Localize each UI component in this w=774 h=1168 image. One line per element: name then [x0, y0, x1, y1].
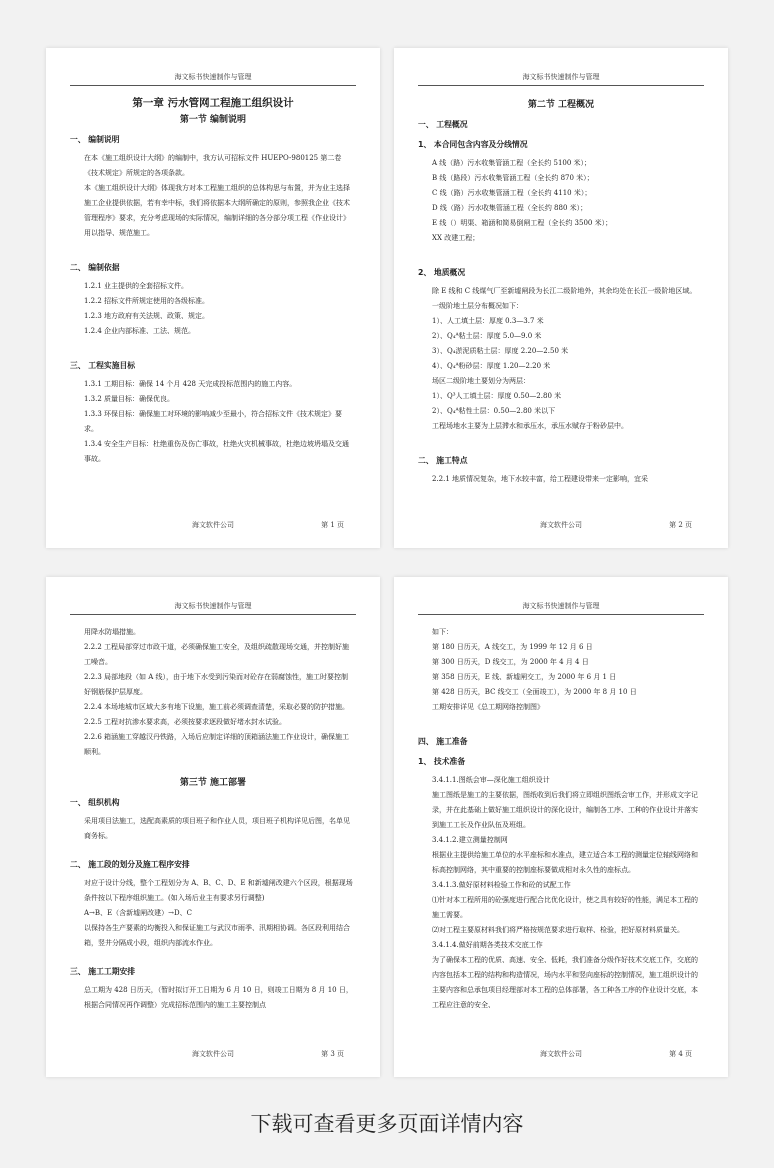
spacer: [418, 434, 704, 448]
paragraph: 1.3.4 安全生产目标：杜绝重伤及伤亡事故，杜绝火灾机械事故，杜绝边坡坍塌及交通事故。: [84, 440, 350, 463]
page-footer: [70, 520, 356, 532]
page-number: 第 4 页: [669, 1050, 692, 1058]
footer-company: 海文软件公司: [540, 521, 582, 529]
paragraph: 2.2.4 本场地城市区域大多有地下设施，施工前必须调查清楚，采取必要的防护措施。: [84, 703, 350, 711]
paragraph: 一级阶地土层分布概况如下：: [432, 302, 523, 310]
paragraph: 工期安排详见《总工期网络控制图》: [432, 703, 544, 711]
footer-company: 海文软件公司: [192, 1050, 234, 1058]
footer-company: 海文软件公司: [540, 1050, 582, 1058]
download-more-caption: 下载可查看更多页面详情内容: [250, 1112, 524, 1136]
paragraph: 第 358 日历天，E 线、新墟闸交工，为 2000 年 6 月 1 日: [432, 673, 617, 681]
paragraph: 4）、Q₄ᴬ粉砂层：厚度 1.20—2.20 米: [432, 362, 551, 370]
spacer: [418, 246, 704, 260]
paragraph: 3.4.1.3.做好原材料检验工作和砼的试配工作: [432, 881, 571, 889]
paragraph: 1.3.2 质量目标：确保优良。: [84, 395, 175, 403]
paragraph: A 线（路）污水收集管涵工程（全长约 5100 米）；: [432, 159, 592, 167]
page-body: [418, 625, 704, 1045]
paragraph: 除 E 线和 C 线煤气厂至新墟闸段为长江二级阶地外，其余均处在长江一级阶地区域。: [432, 287, 697, 295]
paragraph: 1）、人工填土层：厚度 0.3—3.7 米: [432, 317, 544, 325]
subsection-heading: 四、 施工准备: [418, 737, 468, 746]
document-page-2: [394, 48, 728, 548]
paragraph: 2.2.2 工程局部穿过市政干道，必须确保施工安全，及组织疏散现场交通，并控制好施工噪音。: [84, 643, 350, 666]
page-number: 第 2 页: [669, 521, 692, 529]
paragraph: 2.2.5 工程对抗渗水要求高，必须按要求逐段做好堵水封水试验。: [84, 718, 287, 726]
paragraph: XX 改建工程；: [432, 234, 480, 242]
subsection-heading: 三、 工程实施目标: [70, 361, 136, 370]
paragraph: 第 428 日历天，BC 线交工（全面竣工），为 2000 年 8 月 10 日: [432, 688, 637, 696]
page-header: 海文标书快速制作与管理: [418, 72, 704, 86]
paragraph: 总工期为 428 日历天，（暂时拟订开工日期为 6 月 10 日，则竣工日期为 8 月 10 日，根据合同情况再作调整）完成招标范围内的施工主要控制点: [84, 986, 353, 1009]
subsection-heading: 二、 编制依据: [70, 263, 120, 272]
paragraph: 1.3.3 环保目标：确保施工对环境的影响减少至最小，符合招标文件《技术规定》要求。: [84, 410, 343, 433]
paragraph: 3）、Q₄淤泥质粘土层：厚度 2.20—2.50 米: [432, 347, 569, 355]
paragraph: 第 180 日历天，A 线交工，为 1999 年 12 月 6 日: [432, 643, 593, 651]
page-header: 海文标书快速制作与管理: [70, 72, 356, 86]
paragraph: 3.4.1.4.做好前期各类技术交底工作: [432, 941, 543, 949]
paragraph: 1.2.1 业主提供的全套招标文件。: [84, 282, 189, 290]
spacer: [70, 844, 356, 852]
paragraph: 1.2.4 企业内部标准、工法、规范。: [84, 327, 196, 335]
page-number: 第 1 页: [321, 521, 344, 529]
paragraph: 3.4.1.1.图纸会审—深化施工组织设计: [432, 776, 550, 784]
paragraph: 2.2.6 箱涵施工穿越汉丹铁路，入场后应制定详细的顶箱涵法施工作业设计，确保施工顺利。: [84, 733, 350, 756]
paragraph: ⑵对工程主要原材料我们将严格按规范要求进行取样、检验，把好原材料质量关。: [432, 926, 684, 934]
spacer: [70, 241, 356, 255]
page-header: 海文标书快速制作与管理: [70, 601, 356, 615]
paragraph: 1.2.3 地方政府有关法规、政策、规定。: [84, 312, 210, 320]
paragraph: 本《施工组织设计大纲》体现我方对本工程施工组织的总体构思与布置，并为业主选择施工企业提供依据，若有幸中标，我们将依据本大纲所确定的原则，参照我企业《技术管理程序》要求，充分考虑现场的实际情况，编制详细的各分部分项工程《作业设计》用以指导、规范施工。: [84, 184, 350, 237]
paragraph: 2）、Q₄ᴬ粘土层：厚度 5.0—9.0 米: [432, 332, 542, 340]
document-page-4: [394, 577, 728, 1077]
subsection-heading: 二、 施工特点: [418, 456, 468, 465]
spacer: [70, 951, 356, 959]
spacer: [70, 760, 356, 774]
spacer: [70, 339, 356, 353]
paragraph: 3.4.1.2.建立测量控制网: [432, 836, 508, 844]
paragraph: 为了确保本工程的优质、高速、安全、低耗，我们准备分级作好技术交底工作，交底的内容包括本工程的结构和构造情况，场内水平和竖向座标的控制情况，施工组织设计的主要内容和总承包项目经理部对本工程的总体部署，各工种各工序的作业设计交底，本工程应注意的安全、: [432, 956, 698, 1009]
footer-company: 海文软件公司: [192, 521, 234, 529]
paragraph: 施工图纸是施工的主要依据，图纸收到后我们将立即组织图纸会审工作，并形成文字记录，并在此基础上做好施工组织设计的深化设计，编制各工序、工种的作业设计并落实到施工工长及作业队伍及班组。: [432, 791, 698, 829]
paragraph: 如下：: [432, 628, 453, 636]
paragraph: B 线（路段）污水收集管涵工程（全长约 870 米）；: [432, 174, 594, 182]
section-title: 第二节 工程概况: [527, 100, 595, 110]
section-title: 第一节 编制说明: [179, 115, 247, 125]
subsection-heading: 一、 组织机构: [70, 798, 120, 807]
document-page-3: [46, 577, 380, 1077]
document-page-1: [46, 48, 380, 548]
paragraph: 2.2.1 地质情况复杂，地下水较丰富，给工程建设带来一定影响，宜采: [432, 475, 649, 483]
paragraph: 2）、Q₄ᴬ粘性土层：0.50—2.80 米以下: [432, 407, 556, 415]
spacer: [418, 715, 704, 729]
chapter-title: 第一章 污水管网工程施工组织设计: [132, 97, 294, 109]
paragraph: A→B、E（含新墟闸改建）→D、C: [84, 909, 193, 917]
subsection-heading: 1、 本合同包含内容及分线情况: [418, 140, 528, 149]
paragraph: 工程场地水主要为上层滞水和承压水，承压水赋存于粉砂层中。: [432, 422, 628, 430]
page-footer: [70, 1049, 356, 1061]
paragraph: 用降水防塌措施。: [84, 628, 140, 636]
page-number: 第 3 页: [321, 1050, 344, 1058]
paragraph: 采用项目法施工，选配高素质的项目班子和作业人员，项目班子机构详见后图，名单见商务标。: [84, 817, 350, 840]
paragraph: C 线（路）污水收集管涵工程（全长约 4110 米）；: [432, 189, 592, 197]
subsection-heading: 三、 施工工期安排: [70, 967, 136, 976]
paragraph: 以保持各生产要素的均衡投入和保证施工与武汉市雨季、汛期相协调。各区段利用结合箱，竖井分隔成小段，组织内部流水作业。: [84, 924, 350, 947]
paragraph: 1.3.1 工期目标：确保 14 个月 428 天完成投标范围内的施工内容。: [84, 380, 297, 388]
paragraph: ⑴针对本工程所用的砼强度进行配合比优化设计，使之具有较好的性能，满足本工程的施工需要。: [432, 896, 698, 919]
paragraph: 对应于设计分线，整个工程划分为 A、B、C、D、E 和新墟闸改建六个区段，根据现场条件按以下程序组织施工。(如入场后业主有要求另行调整): [84, 879, 353, 902]
section-title: 第三节 施工部署: [179, 778, 247, 788]
subsection-heading: 1、 技术准备: [418, 757, 466, 766]
paragraph: 第 300 日历天，D 线交工，为 2000 年 4 月 4 日: [432, 658, 589, 666]
subsection-heading: 二、 施工段的划分及施工程序安排: [70, 860, 190, 869]
page-body: [70, 625, 356, 1045]
page-body: [70, 96, 356, 516]
paragraph: 2.2.3 局部地段（如 A 线），由于地下水受到污染而对砼存在弱腐蚀性，施工时要控制好钢筋保护层厚度。: [84, 673, 349, 696]
paragraph: 场区二级阶地土要划分为两层：: [432, 377, 530, 385]
subsection-heading: 一、 工程概况: [418, 120, 468, 129]
paragraph: 根据业主提供给施工单位的水平座标和水准点，建立适合本工程的测量定位轴线网络和标高控制网络，其中重要的控制座标要做成相对永久性的座标点。: [432, 851, 698, 874]
paragraph: 在本《施工组织设计大纲》的编制中，我方认可招标文件 HUEPO-980125 第二卷《技术规定》所规定的各项条款。: [84, 154, 342, 177]
subsection-heading: 2、 地质概况: [418, 268, 466, 277]
subsection-heading: 一、 编制说明: [70, 135, 120, 144]
paragraph: 1.2.2 招标文件所规定使用的各级标准。: [84, 297, 210, 305]
page-header: 海文标书快速制作与管理: [418, 601, 704, 615]
page-footer: [418, 520, 704, 532]
paragraph: D 线（路）污水收集管涵工程（全长约 880 米）；: [432, 204, 588, 212]
paragraph: 1）、Q³人工填土层：厚度 0.50—2.80 米: [432, 392, 562, 400]
page-body: [418, 96, 704, 516]
page-footer: [418, 1049, 704, 1061]
paragraph: E 线（）明渠、箱涵和简易倒闸工程（全长约 3500 米）；: [432, 219, 613, 227]
